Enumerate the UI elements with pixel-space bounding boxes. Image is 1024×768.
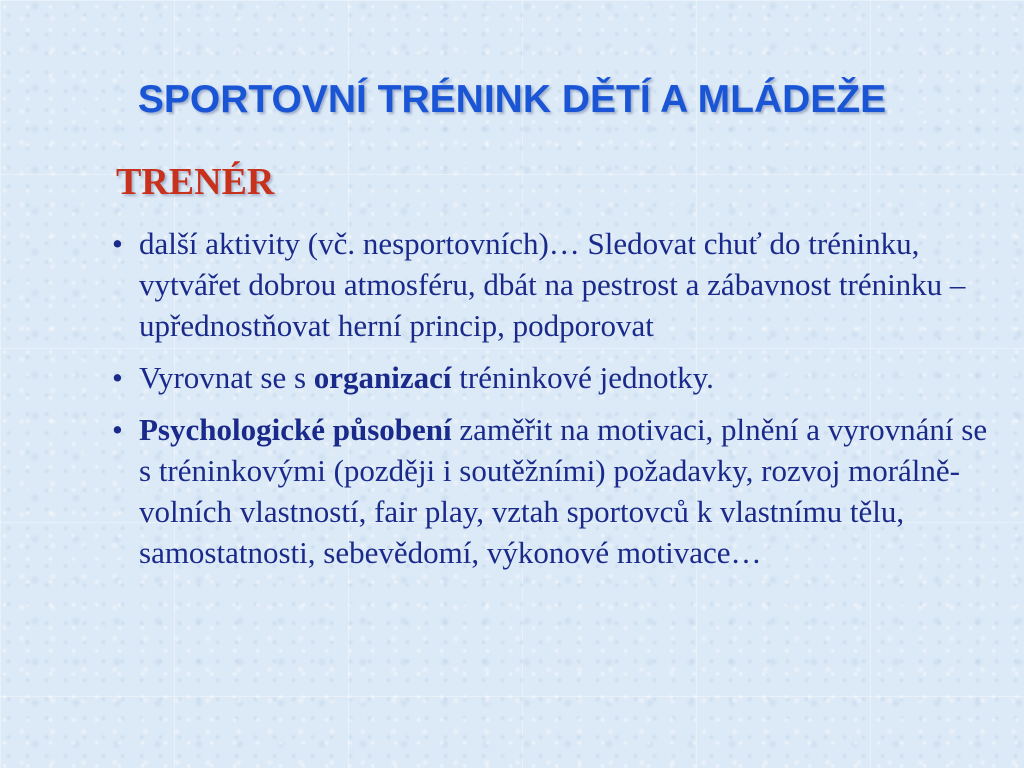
bullet-list xyxy=(110,223,1000,584)
bullet-icon: • xyxy=(112,412,123,447)
bullet-item-psychology xyxy=(110,409,1000,573)
bullet-text xyxy=(139,360,714,395)
bullet-item-activities xyxy=(110,223,1000,346)
bullet-icon: • xyxy=(112,360,123,395)
slide-title: SPORTOVNÍ TRÉNINK DĚTÍ A MLÁDEŽE xyxy=(137,78,887,121)
section-heading: TRENÉR xyxy=(116,161,275,203)
bullet-text-emphasis: Psychologické působení xyxy=(139,412,452,447)
bullet-icon: • xyxy=(112,226,123,261)
bullet-text-emphasis: organizací xyxy=(313,360,452,395)
bullet-text xyxy=(139,412,987,570)
bullet-text-post: tréninkové jednotky. xyxy=(451,360,714,395)
bullet-item-organization xyxy=(110,357,1000,398)
bullet-text-pre: Vyrovnat se s xyxy=(139,360,314,395)
bullet-text: další aktivity (vč. nesportovních)… Sledovat chuť do tréninku, vytvářet dobrou atmosféru, dbát na pestrost a zábavnost tréninku – upřednostňovat herní princip, podporovat xyxy=(139,226,966,343)
bullet-text-post: zaměřit na motivaci, plnění a vyrovnání se s tréninkovými (později i soutěžními) požadavky, rozvoj morálně-volních vlastností, fair play, vztah sportovců k vlastnímu tělu, samostatnosti, sebevědomí, výkonové motivace… xyxy=(139,412,988,570)
